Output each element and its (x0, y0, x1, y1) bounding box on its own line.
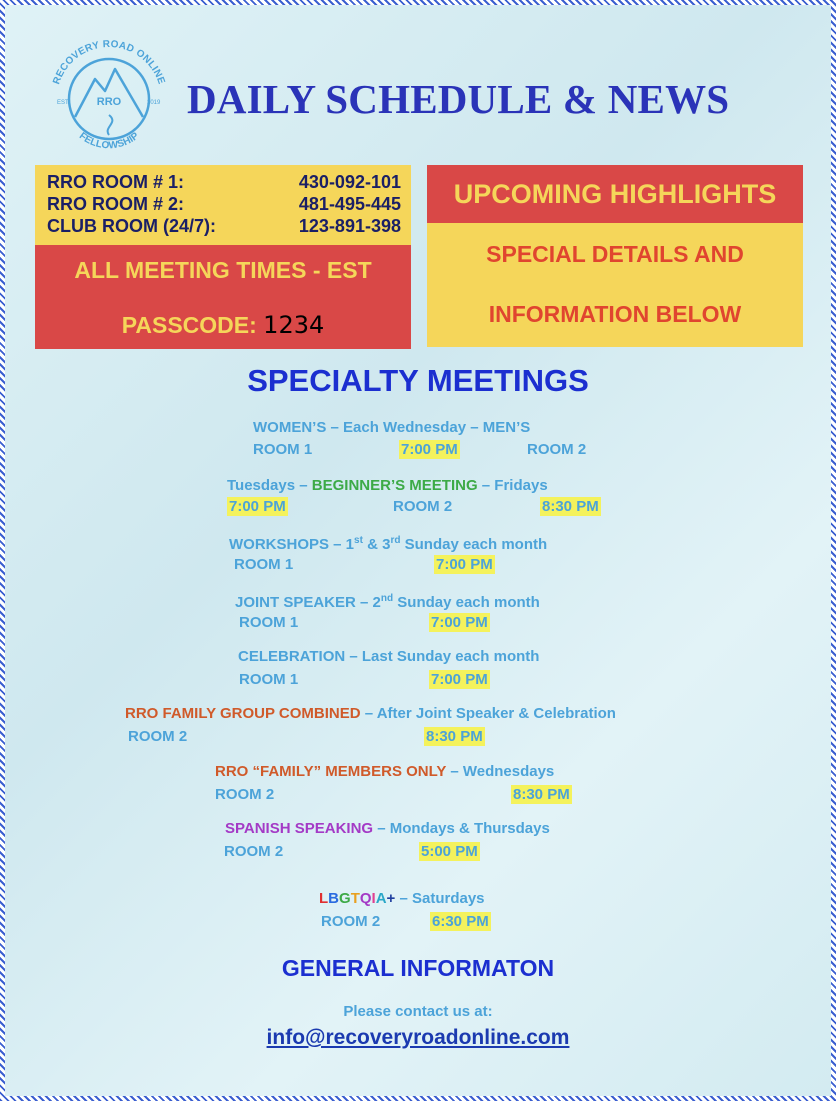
passcode-label: PASSCODE: (121, 312, 257, 338)
time-highlight: 6:30 PM (432, 913, 489, 930)
room-label: ROOM 1 (239, 671, 299, 688)
meeting-text: Sunday each month (400, 536, 548, 553)
meeting-celebration-title: CELEBRATION – Last Sunday each month (238, 648, 540, 665)
meeting-time (434, 556, 495, 573)
logo-arc-top: RECOVERY ROAD ONLINE (51, 38, 167, 86)
email-link[interactable]: info@recoveryroadonline.com (266, 1026, 570, 1049)
logo-year: 2019 (147, 100, 161, 106)
time-highlight: 8:30 PM (426, 728, 483, 745)
room-name: CLUB ROOM (24/7): (47, 216, 217, 236)
meeting-text: – After Joint Speaker & Celebration (360, 705, 616, 722)
meeting-text: JOINT SPEAKER – 2 (235, 594, 381, 611)
lgbt-letter: A (375, 890, 387, 907)
meeting-time (429, 614, 490, 631)
room-name: RRO ROOM # 1: (47, 172, 185, 192)
passcode-value: 1234 (263, 311, 325, 339)
meeting-text: & 3 (362, 536, 391, 553)
meeting-family-group-title (125, 705, 616, 722)
meeting-time (511, 786, 572, 803)
lgbt-letter: Q (359, 890, 372, 907)
meeting-time (419, 843, 480, 860)
meeting-name: BEGINNER’S MEETING (311, 477, 478, 494)
room-label: ROOM 2 (224, 843, 284, 860)
general-info-title: GENERAL INFORMATON (281, 955, 555, 981)
room-label: ROOM 2 (393, 498, 453, 515)
meeting-spanish-title (225, 820, 550, 837)
meeting-time (429, 671, 490, 688)
meeting-beginners-title (227, 477, 548, 494)
lgbt-letter: G (339, 890, 351, 907)
meeting-time (540, 498, 601, 515)
meeting-time (430, 913, 491, 930)
ordinal-suffix: rd (390, 535, 401, 546)
highlights-heading: UPCOMING HIGHLIGHTS (427, 165, 803, 223)
logo-center: RRO (96, 96, 122, 108)
room-row (35, 171, 411, 193)
meeting-family-members-title (215, 763, 554, 780)
meeting-lgbt-title (319, 890, 485, 907)
room-label: ROOM 2 (321, 913, 381, 930)
specialty-title: SPECIALTY MEETINGS (247, 363, 589, 398)
meeting-times-note: ALL MEETING TIMES - EST (74, 257, 372, 283)
time-highlight: 7:00 PM (436, 556, 493, 573)
meeting-text: – Saturdays (395, 890, 485, 907)
meeting-day: – Fridays (477, 477, 548, 494)
lgbt-letter: I (371, 890, 376, 907)
room-label: ROOM 1 (253, 441, 313, 458)
road-icon (108, 115, 113, 135)
room-info-box (35, 165, 411, 349)
meeting-name: SPANISH SPEAKING (225, 820, 374, 837)
highlights-box (427, 165, 803, 347)
meeting-time (399, 441, 460, 458)
logo-est: EST. (57, 100, 70, 106)
lgbt-letter: + (386, 890, 396, 907)
time-highlight: 7:00 PM (229, 498, 286, 515)
lgbt-name (319, 890, 395, 907)
lgbt-letter: T (350, 890, 360, 907)
room-number: 481-495-445 (298, 194, 401, 214)
logo-arc-bottom: FELLOWSHIP (76, 130, 142, 152)
meeting-time (227, 498, 288, 515)
time-highlight: 7:00 PM (401, 441, 458, 458)
room-row (35, 215, 411, 237)
rro-logo (43, 37, 175, 157)
room-name: RRO ROOM # 2: (47, 194, 185, 214)
passcode-line (35, 295, 411, 339)
room-label: ROOM 2 (527, 441, 587, 458)
room-number: 430-092-101 (298, 172, 401, 192)
meeting-day: Tuesdays – (227, 477, 312, 494)
meeting-womens-title: WOMEN’S – Each Wednesday – MEN’S (253, 419, 531, 436)
lgbt-letter: L (319, 890, 329, 907)
room-label: ROOM 2 (128, 728, 188, 745)
time-highlight: 8:30 PM (513, 786, 570, 803)
room-label: ROOM 1 (239, 614, 299, 631)
ordinal-suffix: nd (380, 593, 394, 604)
room-label: ROOM 2 (215, 786, 275, 803)
time-highlight: 7:00 PM (431, 671, 488, 688)
time-highlight: 7:00 PM (431, 614, 488, 631)
room-row (35, 193, 411, 215)
contact-text: Please contact us at: (343, 1003, 493, 1020)
svg-text:RECOVERY ROAD ONLINE (51, 39, 166, 86)
page-title: DAILY SCHEDULE & NEWS (187, 76, 730, 122)
meeting-name: RRO “FAMILY” MEMBERS ONLY (215, 763, 447, 780)
mountain-icon (75, 69, 143, 117)
room-label: ROOM 1 (234, 556, 294, 573)
ordinal-suffix: st (354, 535, 363, 546)
page (5, 5, 831, 1096)
lgbt-letter: B (328, 890, 340, 907)
meeting-text: Sunday each month (393, 594, 540, 611)
meeting-joint-speaker-title (235, 593, 540, 611)
time-highlight: 8:30 PM (542, 498, 599, 515)
room-number: 123-891-398 (298, 216, 401, 236)
meeting-text: – Mondays & Thursdays (373, 820, 550, 837)
meeting-text: WORKSHOPS – 1 (229, 536, 355, 553)
highlights-line-1: SPECIAL DETAILS AND (486, 241, 744, 267)
meeting-text: – Wednesdays (446, 763, 555, 780)
meeting-time (424, 728, 485, 745)
time-highlight: 5:00 PM (421, 843, 478, 860)
highlights-line-2: INFORMATION BELOW (488, 301, 742, 327)
meeting-name: RRO FAMILY GROUP COMBINED (125, 705, 361, 722)
meeting-workshops-title (229, 535, 547, 553)
